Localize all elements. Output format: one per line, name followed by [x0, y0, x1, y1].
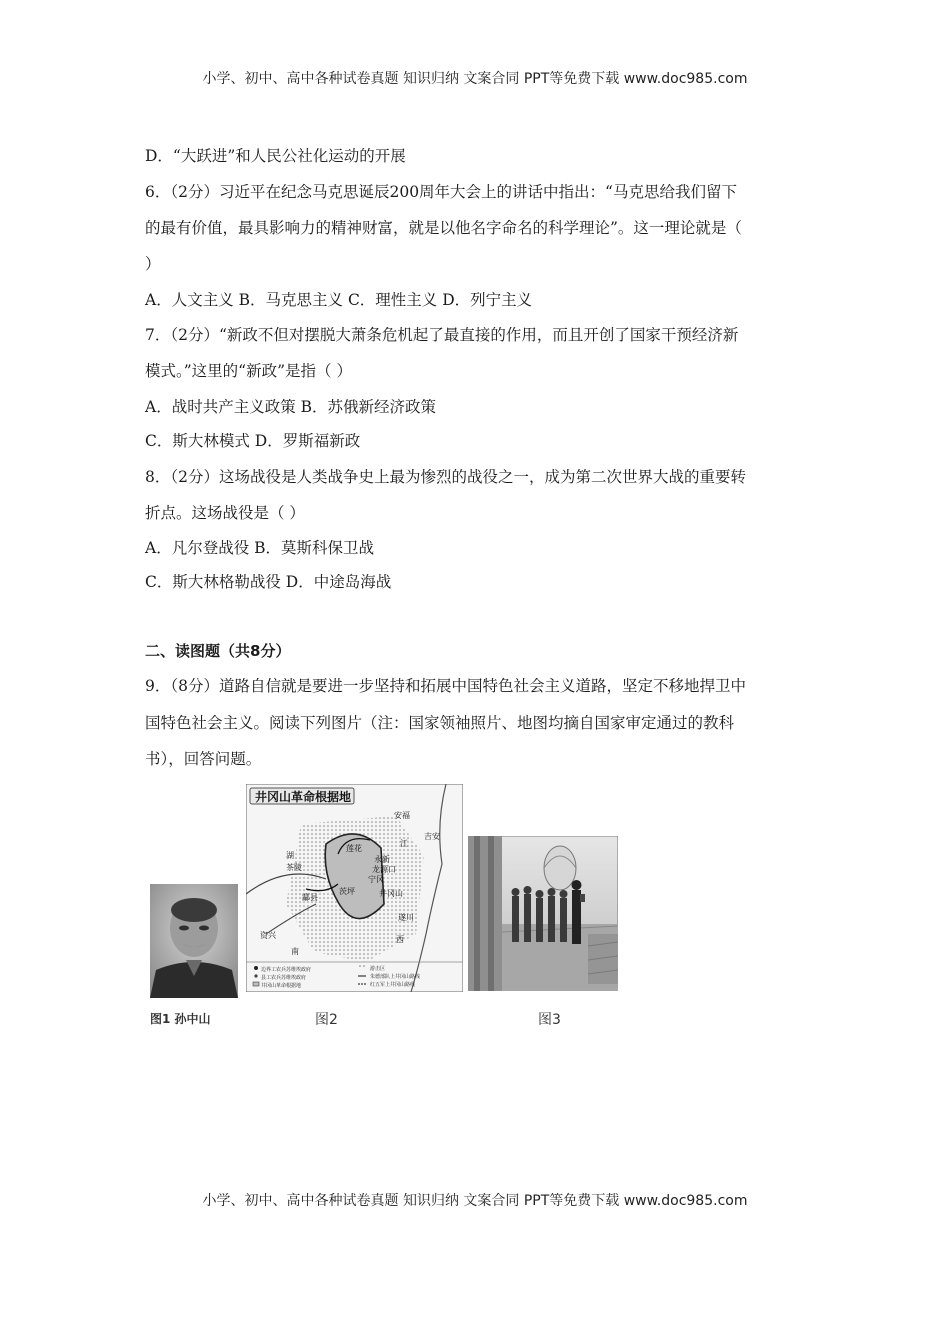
q9-line-2: 国特色社会主义。阅读下列图片（注：国家领袖照片、地图均摘自国家审定通过的教科	[145, 714, 735, 732]
map-label-jinggangshan: 井冈山	[379, 889, 403, 898]
map-label-lianhua: 莲花	[346, 844, 362, 853]
map-label-longyuankou: 龙源口	[372, 865, 396, 874]
figure-3-caption: 图3	[538, 1012, 561, 1028]
q6-options: A．人文主义 B．马克思主义 C．理性主义 D．列宁主义	[145, 291, 533, 309]
q8-line-1: 8．（2分）这场战役是人类战争史上最为惨烈的战役之一，成为第二次世界大战的重要转	[145, 468, 746, 486]
map-label-ciping: 茨坪	[339, 887, 355, 896]
map-label-yongxin: 永新	[374, 855, 390, 864]
map-label-suichuan: 遂川	[398, 913, 414, 922]
q7-line-2: 模式。”这里的“新政”是指（ ）	[145, 362, 352, 380]
map-label-jiang: 江	[400, 839, 408, 848]
page-footer: 小学、初中、高中各种试卷真题 知识归纳 文案合同 PPT等免费下载 www.doc985.com	[202, 1193, 748, 1209]
figure-2-caption: 图2	[315, 1012, 338, 1028]
q9-line-1: 9．（8分）道路自信就是要进一步坚持和拓展中国特色社会主义道路，坚定不移地捍卫中	[145, 677, 746, 695]
map-legend-base-area: 井冈山革命根据地	[261, 983, 302, 989]
q7-line-1: 7．（2分）“新政不但对摆脱大萧条危机起了最直接的作用，而且开创了国家干预经济新	[145, 326, 739, 344]
q5-option-d: D．“大跃进”和人民公社化运动的开展	[145, 147, 406, 165]
q8-options-ab: A．凡尔登战役 B．莫斯科保卫战	[145, 539, 375, 557]
map-label-ninggang: 宁冈	[368, 875, 384, 884]
founding-ceremony-painting	[468, 836, 618, 991]
q8-line-2: 折点。这场战役是（ ）	[145, 504, 305, 522]
q9-line-3: 书），回答问题。	[145, 750, 262, 768]
map-label-zixing: 资兴	[260, 931, 276, 940]
map-label-jian: 吉安	[424, 832, 440, 841]
section-title-reading-figures: 二、读图题（共8分）	[145, 642, 291, 660]
map-legend-zhu-route: 朱德部队上井冈山路线	[370, 974, 421, 980]
map-title: 井冈山革命根据地	[255, 790, 352, 804]
map-label-chaling: 茶陵	[286, 863, 302, 872]
q6-line-3: ）	[145, 255, 161, 273]
q8-options-cd: C．斯大林格勒战役 D．中途岛海战	[145, 573, 392, 591]
q6-line-2: 的最有价值，最具影响力的精神财富，就是以他名字命名的科学理论”。这一理论就是（	[145, 219, 742, 237]
map-legend-county-gov: 县工农兵苏维埃政府	[261, 975, 307, 981]
map-legend-fifth-army-route: 红五军上井冈山路线	[370, 982, 416, 988]
map-label-hu: 湖	[286, 851, 294, 860]
map-label-xi: 西	[396, 935, 404, 944]
q6-line-1: 6．（2分）习近平在纪念马克思诞辰200周年大会上的讲话中指出：“马克思给我们留下	[145, 183, 737, 201]
figure-1-caption: 图1 孙中山	[150, 1012, 211, 1026]
q7-options-ab: A．战时共产主义政策 B．苏俄新经济政策	[145, 398, 437, 416]
q7-options-cd: C．斯大林模式 D．罗斯福新政	[145, 432, 361, 450]
map-label-anfu: 安福	[394, 811, 410, 820]
map-legend-border-gov: 边界工农兵苏维埃政府	[261, 967, 312, 973]
map-label-lingxian: 酃县	[302, 893, 318, 902]
page-header: 小学、初中、高中各种试卷真题 知识归纳 文案合同 PPT等免费下载 www.doc985.com	[202, 71, 748, 87]
jinggangshan-base-map	[246, 784, 463, 992]
map-label-nan: 南	[291, 947, 299, 956]
map-legend-guerrilla: 游击区	[370, 966, 386, 972]
sun-yat-sen-portrait	[150, 884, 238, 998]
